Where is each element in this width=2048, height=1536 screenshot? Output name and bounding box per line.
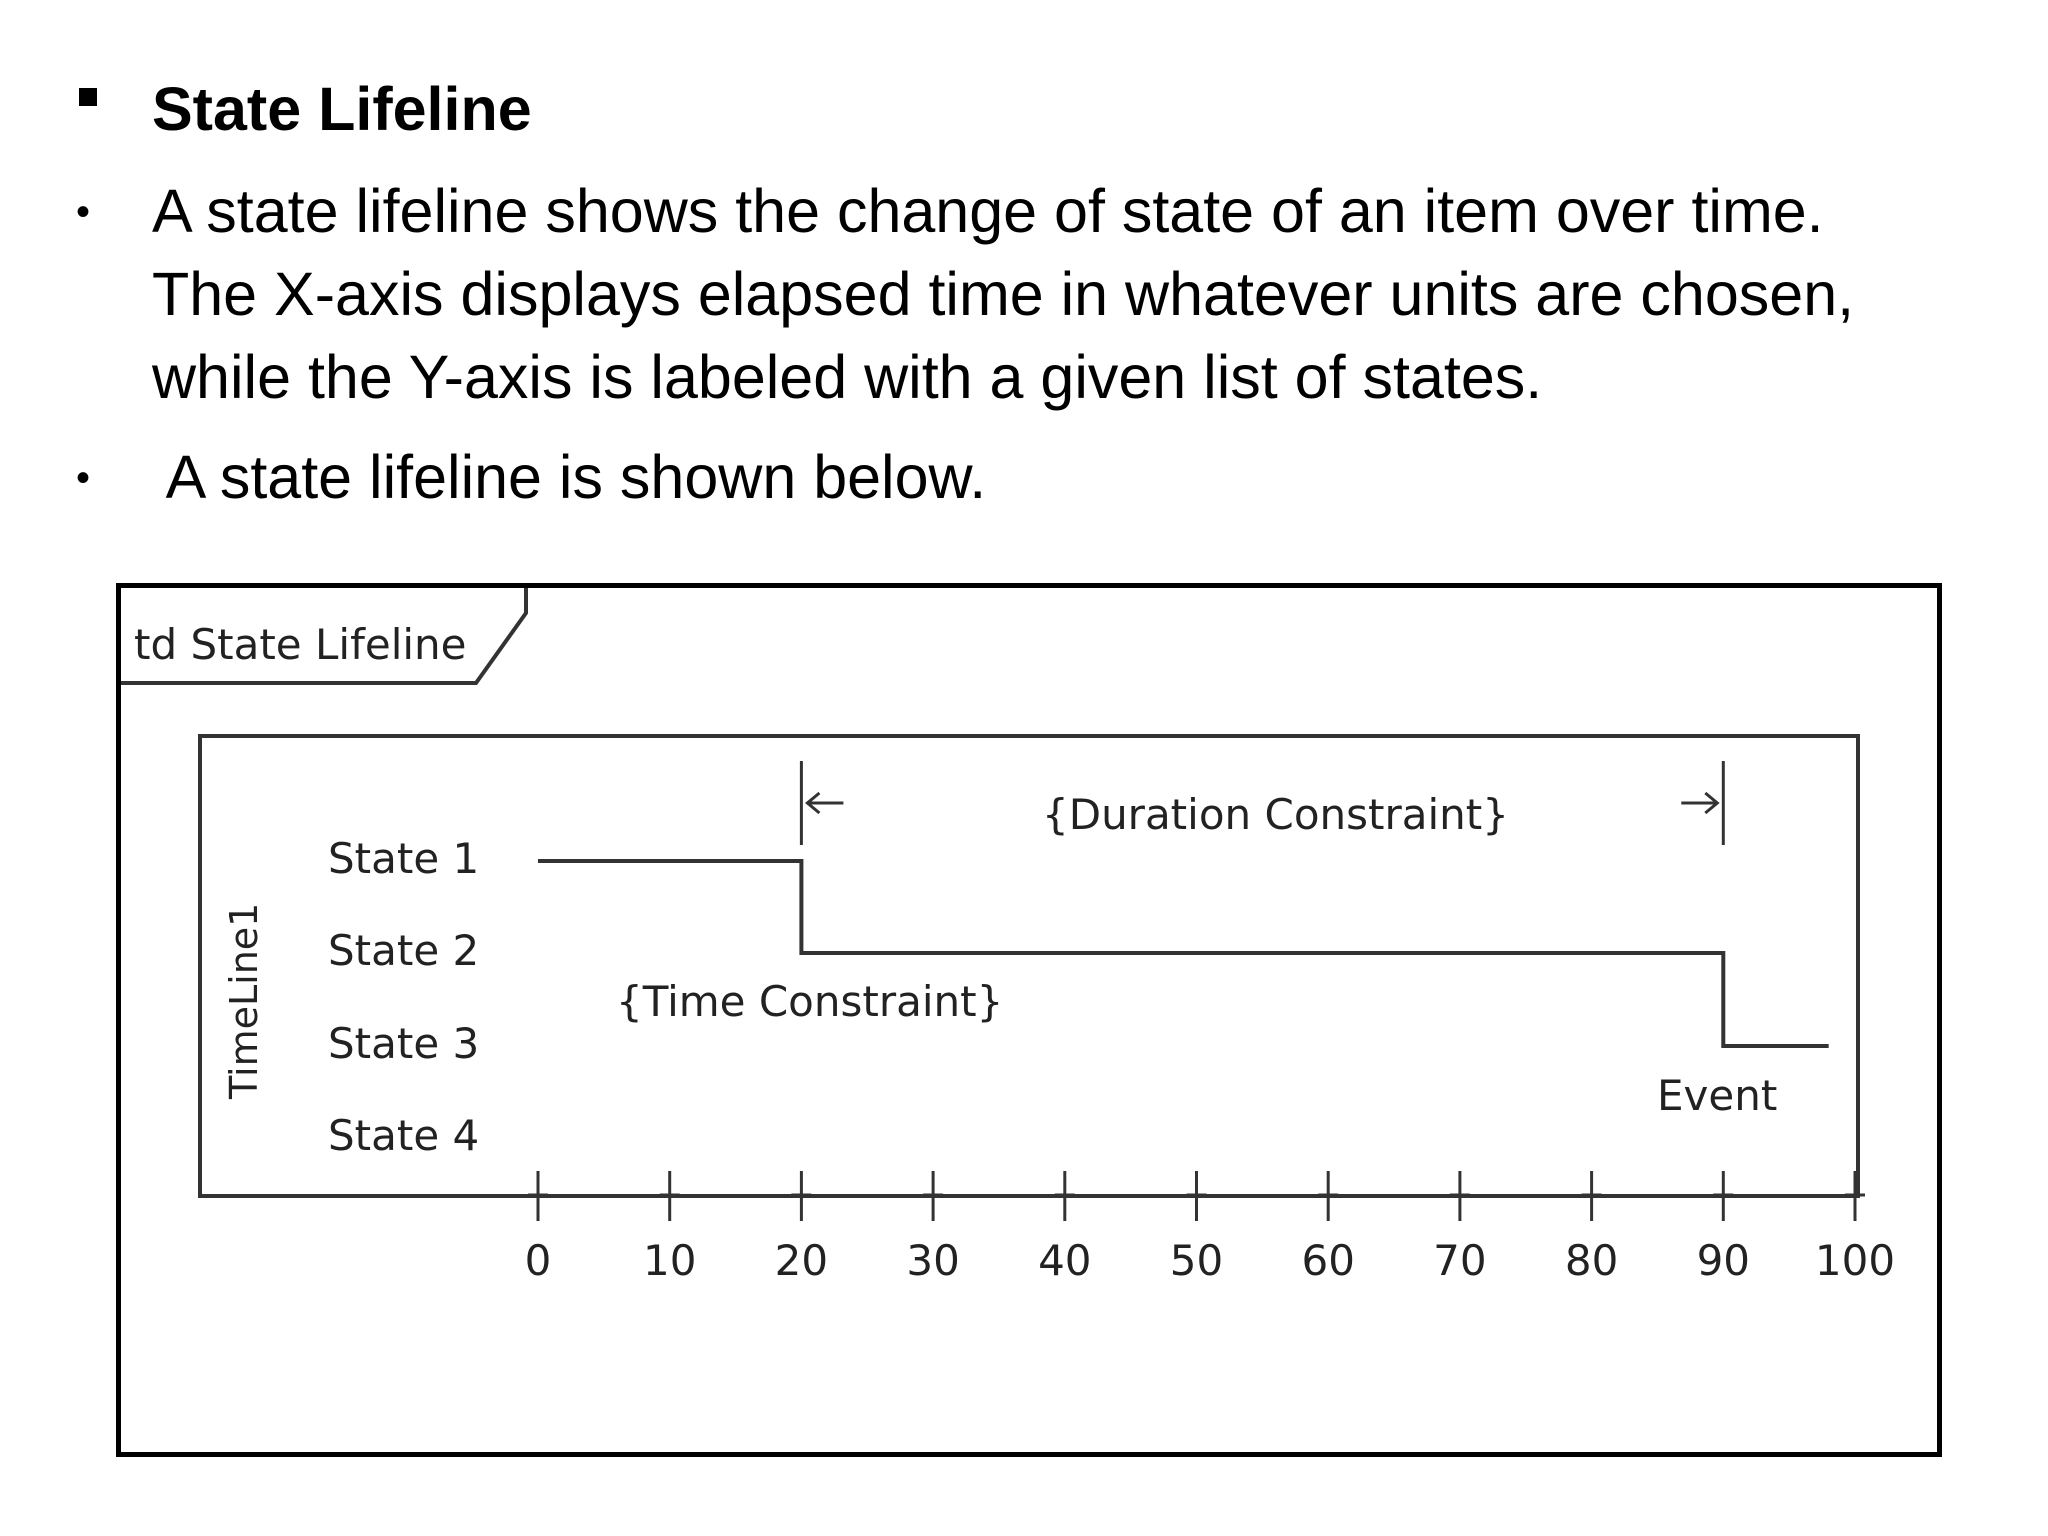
event-label: Event [1657,1071,1778,1120]
axis-tick-label: 0 [524,1236,552,1285]
bullet-dot-icon: • [76,190,91,234]
lifeline-name: TimeLine1 [222,902,266,1099]
axis-tick-label: 20 [774,1236,829,1285]
axis-tick-label: 60 [1301,1236,1355,1285]
axis-tick-label: 100 [1814,1236,1896,1285]
frame-title: td State Lifeline [134,620,467,669]
slide-heading: State Lifeline [152,75,532,143]
state-label-4: State 4 [328,1111,480,1160]
paragraph-line-2: The X-axis displays elapsed time in whatever units are chosen, [152,260,1855,328]
square-bullet-icon [79,88,97,106]
diagram-canvas [116,583,1952,1467]
axis-tick-label: 80 [1564,1236,1619,1285]
second-bullet-text: A state lifeline is shown below. [152,443,987,511]
time-axis [525,1171,1895,1285]
axis-tick-label: 30 [906,1236,960,1285]
state-label-3: State 3 [328,1019,480,1068]
axis-tick-label: 10 [642,1236,697,1285]
paragraph-line-3: while the Y-axis is labeled with a given list of states. [152,343,1543,411]
axis-tick-label: 90 [1696,1236,1751,1285]
state-label-1: State 1 [328,834,480,883]
slide-text-area [0,0,2048,540]
time-constraint-label: {Time Constraint} [616,977,1004,1026]
paragraph-line-1: A state lifeline shows the change of state of an item over time. [152,177,1824,245]
state-label-2: State 2 [328,926,480,975]
axis-tick-label: 40 [1038,1236,1092,1285]
state-lifeline-diagram [116,583,1942,1457]
axis-tick-label: 50 [1169,1236,1224,1285]
axis-tick-label: 70 [1433,1236,1487,1285]
duration-constraint-label: {Duration Constraint} [1042,790,1509,839]
bullet-dot-icon: • [76,456,91,500]
